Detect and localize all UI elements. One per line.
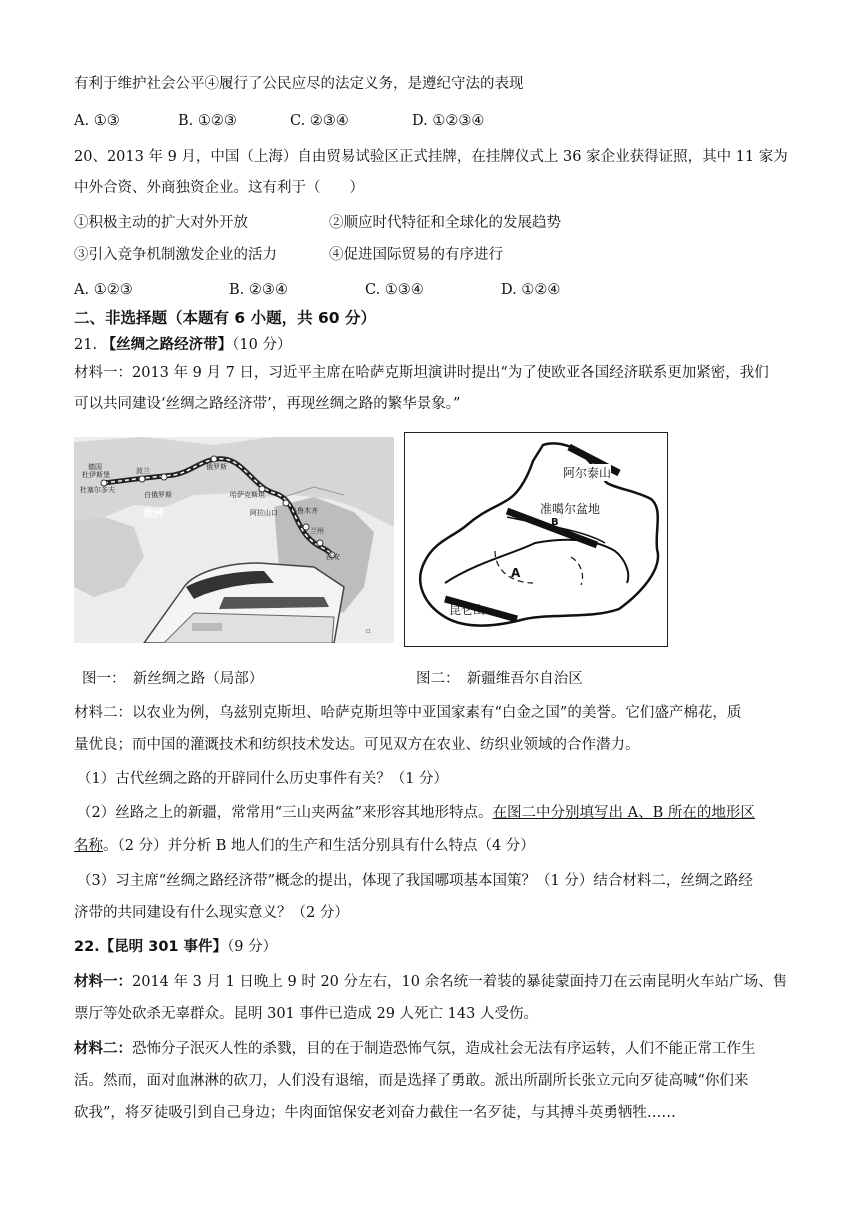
q20-statement-4: ④促进国际贸易的有序进行 <box>329 247 503 263</box>
xinjiang-map-graphic <box>405 433 667 646</box>
map-label-b: B <box>551 517 559 528</box>
q19-text-end: 有利于维护社会公平④履行了公民应尽的法定义务，是遵纪守法的表现 <box>74 76 524 92</box>
q20-option-a: A. ①②③ <box>74 282 133 298</box>
map-label-junggar: 准噶尔盆地 <box>540 502 601 516</box>
figure-new-silk-road-map <box>74 437 394 643</box>
q20-option-d: D. ①②④ <box>501 282 561 298</box>
city-label-belarus: 白俄罗斯 <box>144 491 172 499</box>
q21-sq2-underlined-end: 名称 <box>74 838 103 854</box>
q21-material-2-line-1: 材料二：以农业为例，乌兹别克斯坦、哈萨克斯坦等中亚国家素有“白金之国”的美誉。它们盛产棉花，质 <box>74 705 742 721</box>
city-label-dusseldorf: 杜塞尔多夫 <box>80 486 115 494</box>
q21-sub-question-3-line-2: 济带的共同建设有什么现实意义？（2 分） <box>74 905 349 921</box>
q21-material-1-line-2: 可以共同建设‘丝绸之路经济带’，再现丝绸之路的繁华景象。” <box>74 396 461 412</box>
map-label-altai: 阿尔泰山 <box>563 466 612 480</box>
q21-title: 【丝绸之路经济带】 <box>101 337 233 353</box>
city-label-russia: 俄罗斯 <box>206 463 227 471</box>
q21-sq2-text: （2）丝路之上的新疆，常常用“三山夹两盆”来形容其地形特点。 <box>77 805 493 821</box>
q22-material-1-text: 2014 年 3 月 1 日晚上 9 时 20 分左右，10 余名统一着装的暴徒蒙面持刀在云南昆明火车站广场、售 <box>132 974 788 990</box>
figure-2-caption: 图二： 新疆维吾尔自治区 <box>416 671 583 687</box>
city-label-urumqi: 乌鲁木齐 <box>290 507 318 515</box>
q22-material-1-line-2: 票厅等处砍杀无辜群众。昆明 301 事件已造成 29 人死亡 143 人受伤。 <box>74 1006 538 1022</box>
q19-option-d: D. ①②③④ <box>412 113 485 129</box>
map-label-kunlun: 昆仑山 <box>449 603 486 617</box>
q21-sub-question-2-line-2 <box>74 836 535 856</box>
section-2-heading: 二、非选择题（本题有 6 小题，共 60 分） <box>74 309 376 327</box>
city-label-germany: 德国 <box>88 463 102 471</box>
q20-option-b: B. ②③④ <box>229 282 288 298</box>
map-corner-mark: ▫ <box>366 627 371 635</box>
q21-score: （10 分） <box>232 337 292 353</box>
q21-sub-question-2-line-1 <box>77 803 755 823</box>
q22-title: 22.【昆明 301 事件】 <box>74 939 228 955</box>
q20-statement-1: ①积极主动的扩大对外开放 <box>74 215 248 231</box>
q22-material-2-label: 材料二： <box>74 1041 132 1057</box>
q20-statements-2 <box>74 245 503 265</box>
q22-score: （9 分） <box>227 939 278 955</box>
q19-option-a: A. ①③ <box>74 113 120 129</box>
q22-material-2-line-2: 活。然而，面对血淋淋的砍刀，人们没有退缩，而是选择了勇敢。派出所副所长张立元向歹徒高喊“你们来 <box>74 1073 749 1089</box>
q20-statements-1 <box>74 213 561 233</box>
q22-material-2-line-1 <box>74 1039 756 1059</box>
q21-sq2-text-end: 。（2 分）并分析 B 地人们的生产和生活分别具有什么特点（4 分） <box>103 838 535 854</box>
city-label-lanzhou: 兰州 <box>310 527 324 535</box>
city-label-alashankou: 阿拉山口 <box>250 509 278 517</box>
q21-material-2-line-2: 量优良；而中国的灌溉技术和纺织技术发达。可见双方在农业、纺织业领域的合作潜力。 <box>74 737 640 753</box>
q20-stem-2: 中外合资、外商独资企业。这有利于（ ） <box>74 180 364 196</box>
q21-material-1-line-1: 材料一：2013 年 9 月 7 日，习近平主席在哈萨克斯坦演讲时提出“为了使欧亚各国经济联系更加紧密，我们 <box>74 365 769 381</box>
city-label-duisburg: 杜伊斯堡 <box>82 471 110 479</box>
q20-statement-2: ②顺应时代特征和全球化的发展趋势 <box>329 215 561 231</box>
silk-road-map-graphic <box>74 437 394 643</box>
q20-stem-1: 20、2013 年 9 月，中国（上海）自由贸易试验区正式挂牌，在挂牌仪式上 36 家企业获得证照，其中 11 家为 <box>74 149 788 165</box>
city-label-kazakhstan: 哈萨克斯坦 <box>230 491 265 499</box>
q21-sq2-underlined-task: 在图二中分别填写出 A、B 所在的地形区 <box>492 805 755 821</box>
q22-material-2-line-3: 砍我”，将歹徒吸引到自己身边；牛肉面馆保安老刘奋力截住一名歹徒，与其搏斗英勇牺牲…… <box>74 1105 676 1121</box>
q22-material-2-text: 恐怖分子泯灭人性的杀戮，目的在于制造恐怖气氛，造成社会无法有序运转，人们不能正常工作生 <box>132 1041 756 1057</box>
q19-option-c: C. ②③④ <box>290 113 349 129</box>
q22-material-1-line-1 <box>74 972 787 992</box>
figure-1-caption: 图一： 新丝绸之路（局部） <box>82 671 264 687</box>
q20-statement-3: ③引入竞争机制激发企业的活力 <box>74 247 277 263</box>
region-label-europe: 欧洲 <box>144 509 164 520</box>
q21-heading <box>74 335 291 355</box>
map-label-a: A <box>511 566 521 580</box>
q21-sub-question-3-line-1: （3）习主席“丝绸之路经济带”概念的提出，体现了我国哪项基本国策？（1 分）结合材料二，丝绸之路经 <box>77 873 753 889</box>
q20-option-c: C. ①③④ <box>365 282 424 298</box>
q19-options <box>74 111 484 131</box>
q19-option-b: B. ①②③ <box>178 113 237 129</box>
q21-number: 21. <box>74 337 98 353</box>
q22-material-1-label: 材料一： <box>74 974 132 990</box>
q20-options <box>74 280 560 300</box>
q21-sub-question-1: （1）古代丝绸之路的开辟同什么历史事件有关？（1 分） <box>77 771 449 787</box>
q22-heading <box>74 937 277 957</box>
city-label-poland: 波兰 <box>136 467 150 475</box>
figure-xinjiang-map <box>404 432 668 647</box>
city-label-xian: 西安 <box>326 553 340 561</box>
